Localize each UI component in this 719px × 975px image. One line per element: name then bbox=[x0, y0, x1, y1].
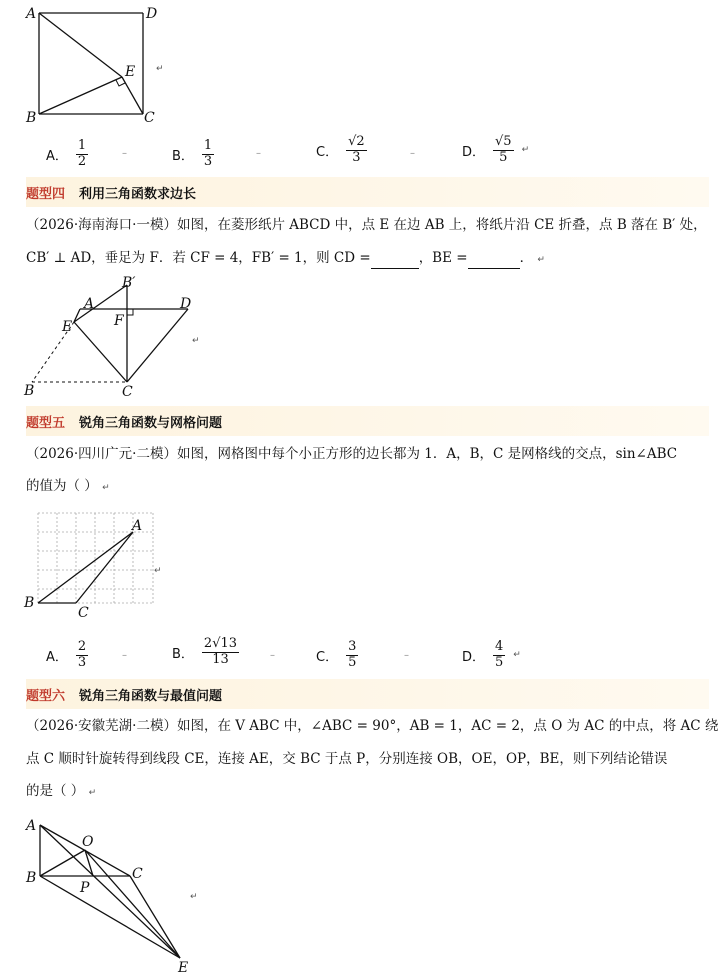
label-A: A bbox=[26, 818, 37, 834]
label-E: E bbox=[125, 64, 136, 80]
section-header-6 bbox=[26, 679, 709, 709]
label-B: B bbox=[24, 383, 35, 399]
label-C: C bbox=[132, 866, 143, 882]
section-tag: 题型六 bbox=[26, 688, 66, 704]
option-letter: B． bbox=[172, 148, 194, 164]
option-d[interactable]: D． $\frac{4}{5}$ ↵ bbox=[462, 639, 521, 670]
section-tag: 题型四 bbox=[26, 186, 66, 202]
label-O: O bbox=[82, 834, 94, 850]
question-text-2: CB′ ⊥ AD，垂足为 F．若 CF = 4，FB′ = 1，则 CD = ，BE = ． ↵ bbox=[26, 248, 716, 270]
label-E: E bbox=[178, 960, 189, 975]
option-letter: D． bbox=[462, 649, 486, 665]
rhombus-figure bbox=[20, 275, 220, 400]
section-title: 锐角三角函数与网格问题 bbox=[79, 415, 223, 431]
label-P: P bbox=[80, 880, 90, 896]
question-text-2: 点 C 顺时针旋转得到线段 CE，连接 AE，交 BC 于点 P，分别连接 OB，OE，OP，BE，则下列结论错误 bbox=[26, 751, 668, 767]
label-D: D bbox=[180, 296, 192, 312]
label-B: B bbox=[26, 110, 37, 126]
option-b[interactable]: B． $\frac{1}{3}$ bbox=[172, 138, 213, 169]
label-B-prime: B′ bbox=[122, 275, 136, 291]
option-d[interactable]: D． $\frac{√5}{5}$ ↵ bbox=[462, 134, 530, 165]
para-mark: ↵ bbox=[156, 64, 164, 74]
label-A: A bbox=[132, 518, 143, 534]
option-letter: A． bbox=[46, 148, 68, 164]
section-title: 利用三角函数求边长 bbox=[79, 186, 197, 202]
option-letter: B． bbox=[172, 646, 194, 662]
option-letter: D． bbox=[462, 144, 486, 160]
section-header-5 bbox=[26, 406, 709, 436]
square-figure bbox=[20, 0, 190, 130]
question-text-2: 的值为（ ） ↵ bbox=[26, 478, 110, 494]
label-D: D bbox=[146, 6, 158, 22]
grid-figure bbox=[20, 505, 170, 625]
option-a[interactable]: A． $\frac{1}{2}$ bbox=[46, 138, 87, 169]
label-B: B bbox=[24, 595, 35, 611]
option-letter: C． bbox=[316, 144, 339, 160]
label-C: C bbox=[122, 384, 133, 400]
question-text: （2026·四川广元·二模）如图，网格图中每个小正方形的边长都为 1．A，B，C 是网格线的交点，sin∠ABC bbox=[26, 446, 678, 462]
rotation-figure bbox=[20, 810, 210, 975]
label-C: C bbox=[144, 110, 155, 126]
option-letter: C． bbox=[316, 649, 339, 665]
answer-blank-cd[interactable] bbox=[371, 248, 419, 269]
label-E: E bbox=[62, 319, 73, 335]
label-C: C bbox=[78, 605, 89, 621]
option-c[interactable]: C． $\frac{3}{5}$ bbox=[316, 639, 357, 670]
section-tag: 题型五 bbox=[26, 415, 66, 431]
answer-blank-be[interactable] bbox=[468, 248, 520, 269]
section-header-4 bbox=[26, 177, 709, 207]
option-letter: A． bbox=[46, 649, 68, 665]
label-A: A bbox=[84, 296, 95, 312]
option-a[interactable]: A． $\frac{2}{3}$ bbox=[46, 639, 87, 670]
option-c[interactable]: C． $\frac{√2}{3}$ bbox=[316, 134, 365, 165]
label-F: F bbox=[114, 313, 124, 329]
section-title: 锐角三角函数与最值问题 bbox=[79, 688, 223, 704]
option-b[interactable]: B． $\frac{2√13}{13}$ bbox=[172, 636, 238, 667]
label-B: B bbox=[26, 870, 37, 886]
question-text: （2026·安徽芜湖·二模）如图，在 V ABC 中，∠ABC = 90°，AB = 1，AC = 2，点 O 为 AC 的中点，将 AC 绕 bbox=[26, 718, 719, 734]
question-text: （2026·海南海口·一模）如图，在菱形纸片 ABCD 中，点 E 在边 AB 上，将纸片沿 CE 折叠，点 B 落在 B′ 处， bbox=[26, 217, 707, 233]
label-A: A bbox=[26, 6, 37, 22]
question-text-3: 的是（ ） ↵ bbox=[26, 783, 97, 799]
